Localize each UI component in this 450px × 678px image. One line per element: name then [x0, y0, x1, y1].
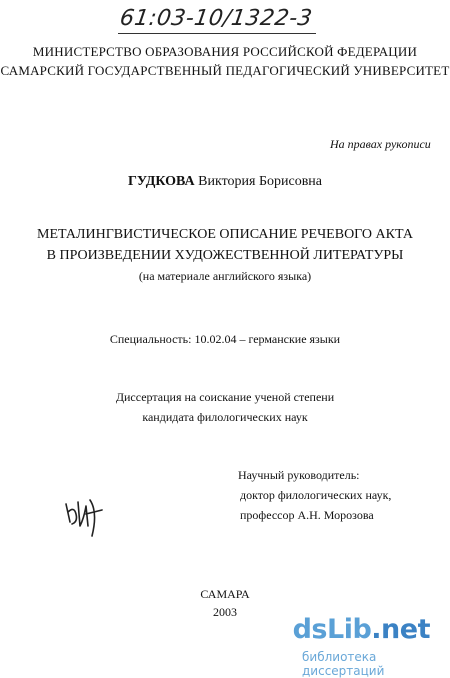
ministry-name: МИНИСТЕРСТВО ОБРАЗОВАНИЯ РОССИЙСКОЙ ФЕДЕРАЦИИ — [32, 44, 418, 59]
dslib-logo — [293, 614, 430, 645]
advisor-label: Научный руководитель: — [238, 468, 360, 482]
advisor-name: профессор А.Н. Морозова — [240, 508, 374, 522]
dissertation-title-line-2: В ПРОИЗВЕДЕНИИ ХУДОЖЕСТВЕННОЙ ЛИТЕРАТУРЫ — [46, 248, 404, 263]
handwritten-signature — [62, 492, 106, 538]
dissertation-subtitle: (на материале английского языка) — [138, 269, 312, 283]
handwritten-underline — [118, 33, 316, 34]
dslib-logo-suffix: .net — [371, 614, 430, 645]
author-given-names: Виктория Борисовна — [198, 174, 323, 189]
specialty-line: Специальность: 10.02.04 – германские языки — [109, 332, 341, 346]
degree-line-1: Диссертация на соискание ученой степени — [115, 390, 335, 404]
author-line — [0, 174, 450, 190]
handwritten-catalog-code: 61:03-10/1322-3 — [118, 6, 314, 31]
dissertation-title-line-1: МЕТАЛИНГВИСТИЧЕСКОЕ ОПИСАНИЕ РЕЧЕВОГО АКТА — [37, 227, 413, 242]
dslib-subtitle: библиотека диссертаций — [302, 650, 385, 678]
university-name: САМАРСКИЙ ГОСУДАРСТВЕННЫЙ ПЕДАГОГИЧЕСКИЙ УНИВЕРСИТЕТ — [0, 63, 450, 78]
advisor-degree: доктор филологических наук, — [240, 488, 392, 502]
rights-note: На правах рукописи — [330, 137, 431, 151]
dslib-logo-main: dsLib — [292, 614, 372, 645]
city: САМАРА — [200, 587, 250, 601]
author-surname: ГУДКОВА — [127, 174, 195, 189]
degree-line-2: кандидата филологических наук — [142, 410, 308, 424]
dslib-watermark — [292, 614, 442, 678]
year: 2003 — [213, 605, 237, 619]
